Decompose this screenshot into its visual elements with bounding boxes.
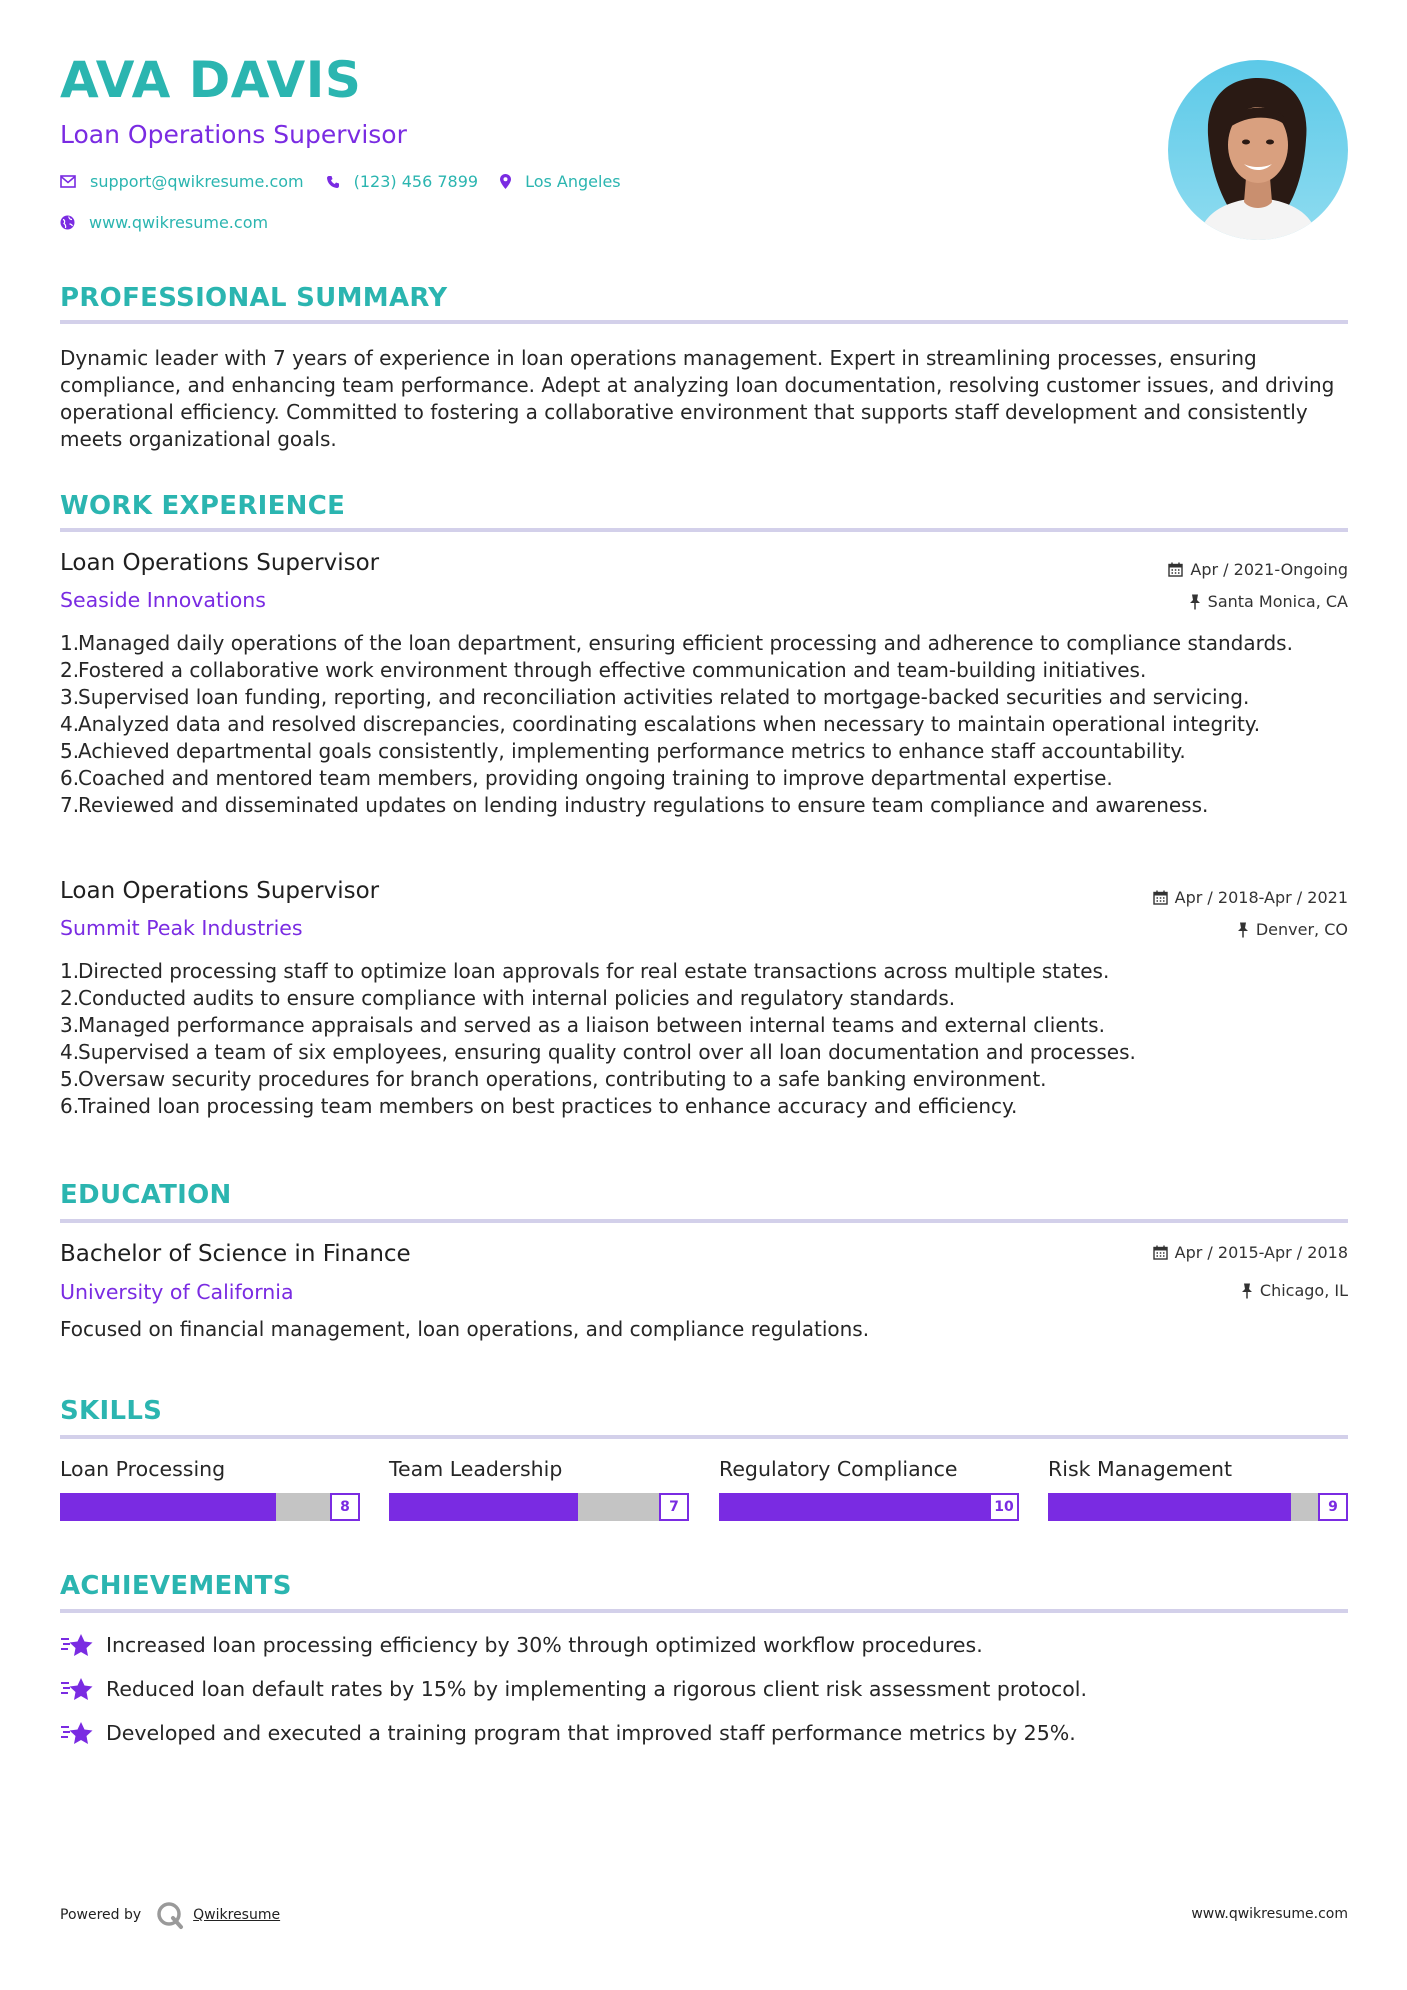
education-description: Focused on financial management, loan operations, and compliance regulations. — [60, 1317, 870, 1341]
phone-icon — [326, 175, 340, 189]
achievement-item: Reduced loan default rates by 15% by implementing a rigorous client risk assessment protocol. — [60, 1676, 1087, 1702]
list-item: 5. Achieved departmental goals consistently, implementing performance metrics to enhance staff accountability. — [60, 739, 1186, 763]
job-dates: Apr / 2018-Apr / 2021 — [1153, 888, 1348, 907]
candidate-role: Loan Operations Supervisor — [60, 120, 407, 149]
skill-bar — [60, 1493, 360, 1521]
skill-bar — [389, 1493, 689, 1521]
pushpin-icon — [1241, 1283, 1253, 1299]
list-item: 6. Trained loan processing team members on best practices to enhance accuracy and efficiency. — [60, 1094, 1018, 1118]
skill-name: Loan Processing — [60, 1457, 226, 1481]
star-icon — [60, 1720, 94, 1746]
job-title: Loan Operations Supervisor — [60, 550, 380, 576]
list-item: 3. Managed performance appraisals and served as a liaison between internal teams and external clients. — [60, 1013, 1105, 1037]
achievement-item: Developed and executed a training program that improved staff performance metrics by 25%. — [60, 1720, 1076, 1746]
list-item: 4. Analyzed data and resolved discrepancies, coordinating escalations when necessary to maintain operational integrity. — [60, 712, 1261, 736]
job-dates: Apr / 2021-Ongoing — [1168, 560, 1348, 579]
skill-name: Team Leadership — [389, 1457, 563, 1481]
skill-item — [1048, 1457, 1348, 1521]
phone-item[interactable] — [326, 172, 478, 191]
degree-title: Bachelor of Science in Finance — [60, 1241, 411, 1267]
skill-bar — [719, 1493, 1019, 1521]
education-heading: EDUCATION — [60, 1180, 232, 1210]
skill-item — [719, 1457, 1019, 1521]
footer-url[interactable]: www.qwikresume.com — [1191, 1906, 1348, 1922]
skill-item — [60, 1457, 360, 1521]
skill-bar-fill — [60, 1493, 276, 1521]
summary-text: Dynamic leader with 7 years of experience in loan operations management. Expert in streamlining processes, ensuring compliance, and enhancing team performance. Adept at analyzing loan documentation, resolving customer issues, and driving operational efficiency. Committed to fostering a collaborative environment that supports staff development and consistently meets organizational goals. — [60, 346, 1335, 451]
job-duties-list — [60, 630, 1360, 819]
powered-by-label: Powered by — [60, 1907, 142, 1923]
skill-bar-fill — [1048, 1493, 1291, 1521]
phone-text: (123) 456 7899 — [353, 172, 479, 191]
contact-row — [60, 172, 643, 191]
website-row — [60, 213, 290, 232]
education-location: Chicago, IL — [1241, 1281, 1348, 1300]
skill-level-badge: 7 — [659, 1493, 689, 1521]
pushpin-icon — [1189, 594, 1201, 610]
envelope-icon — [60, 175, 76, 188]
map-pin-icon — [500, 174, 511, 189]
location-text: Los Angeles — [525, 172, 621, 191]
achievements-divider — [60, 1609, 1348, 1613]
globe-icon — [60, 215, 75, 230]
school-name: University of California — [60, 1280, 294, 1304]
company-name: Summit Peak Industries — [60, 916, 303, 940]
candidate-name: AVA DAVIS — [60, 51, 362, 109]
calendar-icon — [1153, 890, 1168, 905]
skills-divider — [60, 1435, 1348, 1439]
skill-level-badge: 9 — [1318, 1493, 1348, 1521]
star-icon — [60, 1632, 94, 1658]
footer-powered-by — [60, 1900, 280, 1930]
education-divider — [60, 1219, 1348, 1223]
website-text: www.qwikresume.com — [89, 213, 269, 232]
email-item[interactable] — [60, 172, 304, 191]
calendar-icon — [1168, 562, 1183, 577]
list-item: 1. Directed processing staff to optimize loan approvals for real estate transactions across multiple states. — [60, 959, 1110, 983]
skills-heading: SKILLS — [60, 1396, 163, 1426]
experience-heading: WORK EXPERIENCE — [60, 491, 346, 521]
list-item: 2. Conducted audits to ensure compliance with internal policies and regulatory standards. — [60, 986, 956, 1010]
star-icon — [60, 1676, 94, 1702]
skill-level-badge: 10 — [989, 1493, 1019, 1521]
job-location: Santa Monica, CA — [1189, 592, 1348, 611]
qwikresume-logo-icon — [155, 1900, 185, 1930]
summary-heading: PROFESSIONAL SUMMARY — [60, 283, 448, 313]
summary-divider — [60, 320, 1348, 324]
location-item — [500, 172, 621, 191]
list-item: 7. Reviewed and disseminated updates on lending industry regulations to ensure team compliance and awareness. — [60, 793, 1209, 817]
skill-bar — [1048, 1493, 1348, 1521]
skill-bar-fill — [389, 1493, 578, 1521]
email-text: support@qwikresume.com — [90, 172, 304, 191]
job-title: Loan Operations Supervisor — [60, 878, 380, 904]
achievement-item: Increased loan processing efficiency by 30% through optimized workflow procedures. — [60, 1632, 983, 1658]
skill-name: Regulatory Compliance — [719, 1457, 958, 1481]
skill-name: Risk Management — [1048, 1457, 1233, 1481]
list-item: 5. Oversaw security procedures for branch operations, contributing to a safe banking environment. — [60, 1067, 1047, 1091]
skill-bar-fill — [719, 1493, 989, 1521]
list-item: 1. Managed daily operations of the loan department, ensuring efficient processing and adherence to compliance standards. — [60, 631, 1293, 655]
list-item: 3. Supervised loan funding, reporting, and reconciliation activities related to mortgage-backed securities and servicing. — [60, 685, 1250, 709]
profile-photo — [1168, 60, 1348, 240]
skill-level-badge: 8 — [330, 1493, 360, 1521]
list-item: 6. Coached and mentored team members, providing ongoing training to improve departmental expertise. — [60, 766, 1113, 790]
calendar-icon — [1153, 1245, 1168, 1260]
qwikresume-link[interactable]: Qwikresume — [193, 1907, 281, 1923]
experience-divider — [60, 528, 1348, 532]
list-item: 2. Fostered a collaborative work environment through effective communication and team-building initiatives. — [60, 658, 1147, 682]
achievements-heading: ACHIEVEMENTS — [60, 1571, 292, 1601]
education-dates: Apr / 2015-Apr / 2018 — [1153, 1243, 1348, 1262]
list-item: 4. Supervised a team of six employees, ensuring quality control over all loan documentation and processes. — [60, 1040, 1136, 1064]
skill-item — [389, 1457, 689, 1521]
company-name: Seaside Innovations — [60, 588, 266, 612]
pushpin-icon — [1237, 922, 1249, 938]
job-duties-list — [60, 958, 1360, 1120]
website-item[interactable] — [60, 213, 268, 232]
job-location: Denver, CO — [1237, 920, 1348, 939]
